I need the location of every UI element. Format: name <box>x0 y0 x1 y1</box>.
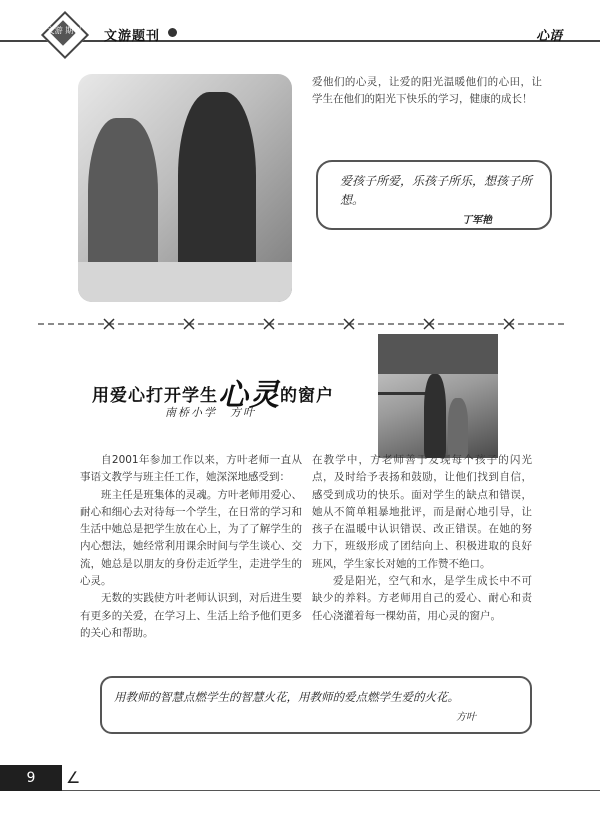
col1-paragraph: 班主任是班集体的灵魂。方叶老师用爱心、耐心和细心去对待每一个学生，在日常的学习和生活中她总是把学生放在心上，为了了解学生的内心想法，她经常利用课余时间与学生谈心、交流，她总是以朋友的身份走近学生，走进学生的心灵。 <box>80 488 302 588</box>
article-byline: 南桥小学 方叶 <box>165 406 256 419</box>
teacher-student-photo <box>78 74 292 302</box>
intro-paragraph <box>312 74 542 109</box>
quote-top-author: 丁军艳 <box>462 215 492 226</box>
title-emphasis: 心灵 <box>218 378 280 413</box>
scissor-divider <box>38 318 568 330</box>
header-dot-icon <box>168 28 177 37</box>
col1-paragraph: 无数的实践使方叶老师认识到，对后进生要有更多的关爱，在学习上、生活上给予他们更多的关心和帮助。 <box>80 592 302 639</box>
quote-bottom-author: 方叶 <box>456 712 476 723</box>
title-part-1: 用爱心打开学生 <box>92 386 218 406</box>
title-part-2: 的窗户 <box>280 386 334 406</box>
col1-paragraph: 自2001年参加工作以来，方叶老师一直从事语文教学与班主任工作，她深深地感受到： <box>80 454 302 484</box>
header-badge-text: 文游 期刊 <box>46 26 82 35</box>
article-column-2 <box>312 452 532 625</box>
page-number: 9 <box>0 765 62 791</box>
teacher-figure <box>424 374 446 458</box>
magazine-title: 文游题刊 <box>104 29 161 44</box>
section-label: 心语 <box>535 29 562 44</box>
railing <box>378 392 428 395</box>
child-figure <box>448 398 468 458</box>
header-rule <box>0 40 600 42</box>
trees-area <box>378 334 498 374</box>
corner-mark-icon: ∠ <box>66 768 81 787</box>
footer-rule <box>62 790 600 791</box>
quote-top-text: 爱孩子所爱，乐孩子所乐，想孩子所想。 <box>340 174 533 207</box>
col2-paragraph: 爱是阳光，空气和水，是学生成长中不可缺少的养料。方老师用自己的爱心、耐心和责任心浇灌着每一棵幼苗，用心灵的窗户。 <box>312 575 532 622</box>
desk-books <box>78 262 292 302</box>
quote-bottom-text: 用教师的智慧点燃学生的智慧火花，用教师的爱点燃学生爱的火花。 <box>114 690 459 704</box>
article-column-1 <box>80 452 302 642</box>
col2-paragraph: 在教学中，方老师善于发现每个孩子的闪光点，及时给予表扬和鼓励，让他们找到自信，感受到成功的快乐。面对学生的缺点和错误，她从不简单粗暴地批评，而是耐心地引导，让孩子在温暖中认识错误、改正错误。在她的努力下，班级形成了团结向上、积极进取的良好班风，学生家长对她的工作赞不绝口。 <box>312 454 532 570</box>
corridor-photo <box>378 334 498 458</box>
intro-text: 爱他们的心灵，让爱的阳光温暖他们的心田，让学生在他们的阳光下快乐的学习，健康的成长！ <box>312 76 542 106</box>
